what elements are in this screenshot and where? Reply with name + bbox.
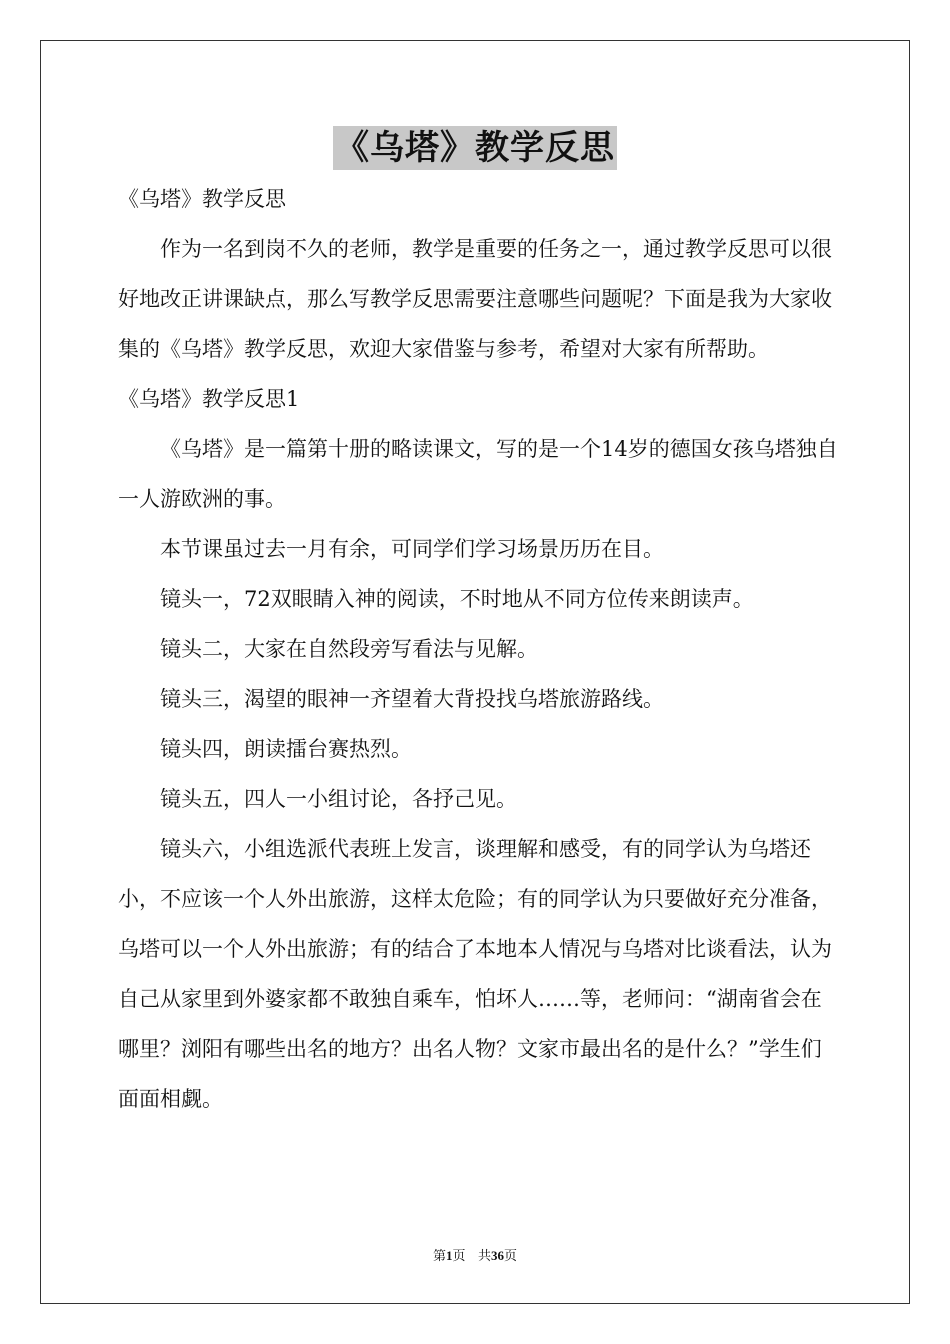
paragraph: 镜头六，小组选派代表班上发言，谈理解和感受，有的同学认为乌塔还小，不应该一个人外出旅游，这样太危险；有的同学认为只要做好充分准备，乌塔可以一个人外出旅游；有的结合了本地本人情况与乌塔对比谈看法，认为自己从家里到外婆家都不敢独自乘车，怕坏人……等，老师问：“湖南省会在哪里？浏阳有哪些出名的地方？出名人物？文家市最出名的是什么？”学生们面面相觑。 [118,837,832,1111]
total-suffix: 页 [503,1249,517,1264]
paragraph: 本节课虽过去一月有余，可同学们学习场景历历在目。 [160,537,664,561]
paragraph: 镜头二，大家在自然段旁写看法与见解。 [160,637,538,661]
page-title: 《乌塔》教学反思 [335,128,615,168]
page-footer [0,1246,950,1267]
title-wrap [0,126,950,170]
page-prefix: 第 [433,1249,447,1264]
paragraph: 镜头三，渴望的眼神一齐望着大背投找乌塔旅游路线。 [160,687,664,711]
document-body [118,174,838,1124]
paragraph: 《乌塔》是一篇第十册的略读课文，写的是一个14岁的德国女孩乌塔独自一人游欧洲的事。 [118,437,838,511]
page-number: 1 [446,1248,453,1263]
paragraph: 镜头四，朗读擂台赛热烈。 [160,737,412,761]
document-subtitle: 《乌塔》教学反思 [118,187,286,211]
total-pages: 36 [490,1248,504,1263]
paragraph: 镜头一，72双眼睛入神的阅读，不时地从不同方位传来朗读声。 [160,587,754,611]
total-prefix: 共 [477,1249,491,1264]
page-suffix: 页 [452,1249,466,1264]
section-heading: 《乌塔》教学反思1 [118,387,300,411]
paragraph: 镜头五，四人一小组讨论，各抒己见。 [160,787,517,811]
intro-paragraph: 作为一名到岗不久的老师，教学是重要的任务之一，通过教学反思可以很好地改正讲课缺点，那么写教学反思需要注意哪些问题呢？下面是我为大家收集的《乌塔》教学反思，欢迎大家借鉴与参考，希望对大家有所帮助。 [118,237,832,361]
